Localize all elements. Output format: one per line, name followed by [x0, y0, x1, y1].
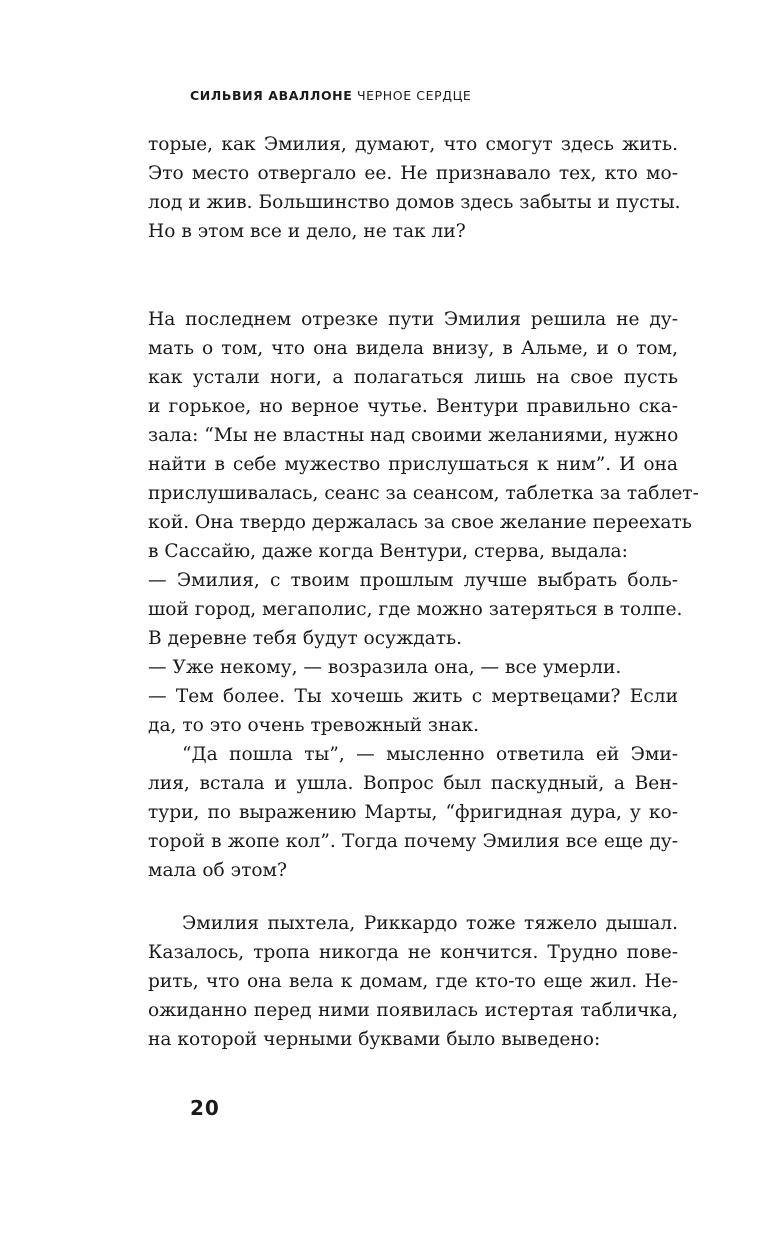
- text-line: прислушивалась, сеанс за сеансом, таблетка за таблет-: [148, 483, 699, 504]
- text-line: Казалось, тропа никогда не кончится. Трудно пове-: [148, 942, 678, 963]
- text-line: тури, по выражению Марты, “фригидная дура, у ко-: [148, 802, 678, 823]
- text-line: да, то это очень тревожный знак.: [148, 715, 480, 736]
- text-line: На последнем отрезке пути Эмилия решила не ду-: [148, 309, 678, 330]
- text-line: как устали ноги, а полагаться лишь на свое пусть: [148, 367, 678, 388]
- text-line: рить, что она вела к домам, где кто-то еще жил. Не-: [148, 971, 678, 992]
- text-block-1: [148, 130, 681, 246]
- text-line: лия, встала и ушла. Вопрос был паскудный, а Вен-: [148, 773, 678, 794]
- text-line: “Да пошла ты”, — мысленно ответила ей Эми-: [182, 744, 678, 765]
- text-line: торые, как Эмилия, думают, что смогут здесь жить.: [148, 134, 678, 155]
- text-line: Это место отвергало ее. Не признавало тех, кто мо-: [148, 163, 678, 184]
- text-line: кой. Она твердо держалась за свое желание переехать: [148, 512, 692, 533]
- page-number: 20: [190, 1096, 220, 1120]
- text-line: В деревне тебя будут осуждать.: [148, 628, 463, 649]
- text-line: шой город, мегаполис, где можно затеряться в толпе.: [148, 599, 683, 620]
- running-head-title: ЧЕРНОЕ СЕРДЦЕ: [356, 88, 472, 103]
- running-head: [190, 88, 471, 103]
- running-head-author: СИЛЬВИЯ АВАЛЛОНЕ: [190, 88, 353, 103]
- text-line: мать о том, что она видела внизу, в Альме, и о том,: [148, 338, 678, 359]
- text-line: в Сассайю, даже когда Вентури, стерва, выдала:: [148, 541, 628, 562]
- text-line: зала: “Мы не властны над своими желаниями, нужно: [148, 425, 679, 446]
- text-line: мала об этом?: [148, 860, 287, 881]
- text-line: найти в себе мужество прислушаться к ним”. И она: [148, 454, 678, 475]
- dialogue-line: — Эмилия, с твоим прошлым лучше выбрать боль-: [148, 570, 678, 591]
- text-line: ожиданно перед ними появилась истертая табличка,: [148, 1000, 678, 1021]
- text-line: торой в жопе кол”. Тогда почему Эмилия все еще ду-: [148, 831, 678, 852]
- text-line: на которой черными буквами было выведено:: [148, 1029, 601, 1050]
- dialogue-line: — Тем более. Ты хочешь жить с мертвецами? Если: [148, 686, 678, 707]
- dialogue-line: — Уже некому, — возразила она, — все умерли.: [148, 657, 622, 678]
- text-block-3: [148, 909, 678, 1054]
- text-line: лод и жив. Большинство домов здесь забыты и пусты.: [148, 192, 681, 213]
- text-line: Но в этом все и дело, не так ли?: [148, 221, 466, 242]
- text-line: Эмилия пыхтела, Риккардо тоже тяжело дышал.: [182, 913, 678, 934]
- text-line: и горькое, но верное чутье. Вентури правильно ска-: [148, 396, 678, 417]
- text-block-2: [148, 305, 699, 885]
